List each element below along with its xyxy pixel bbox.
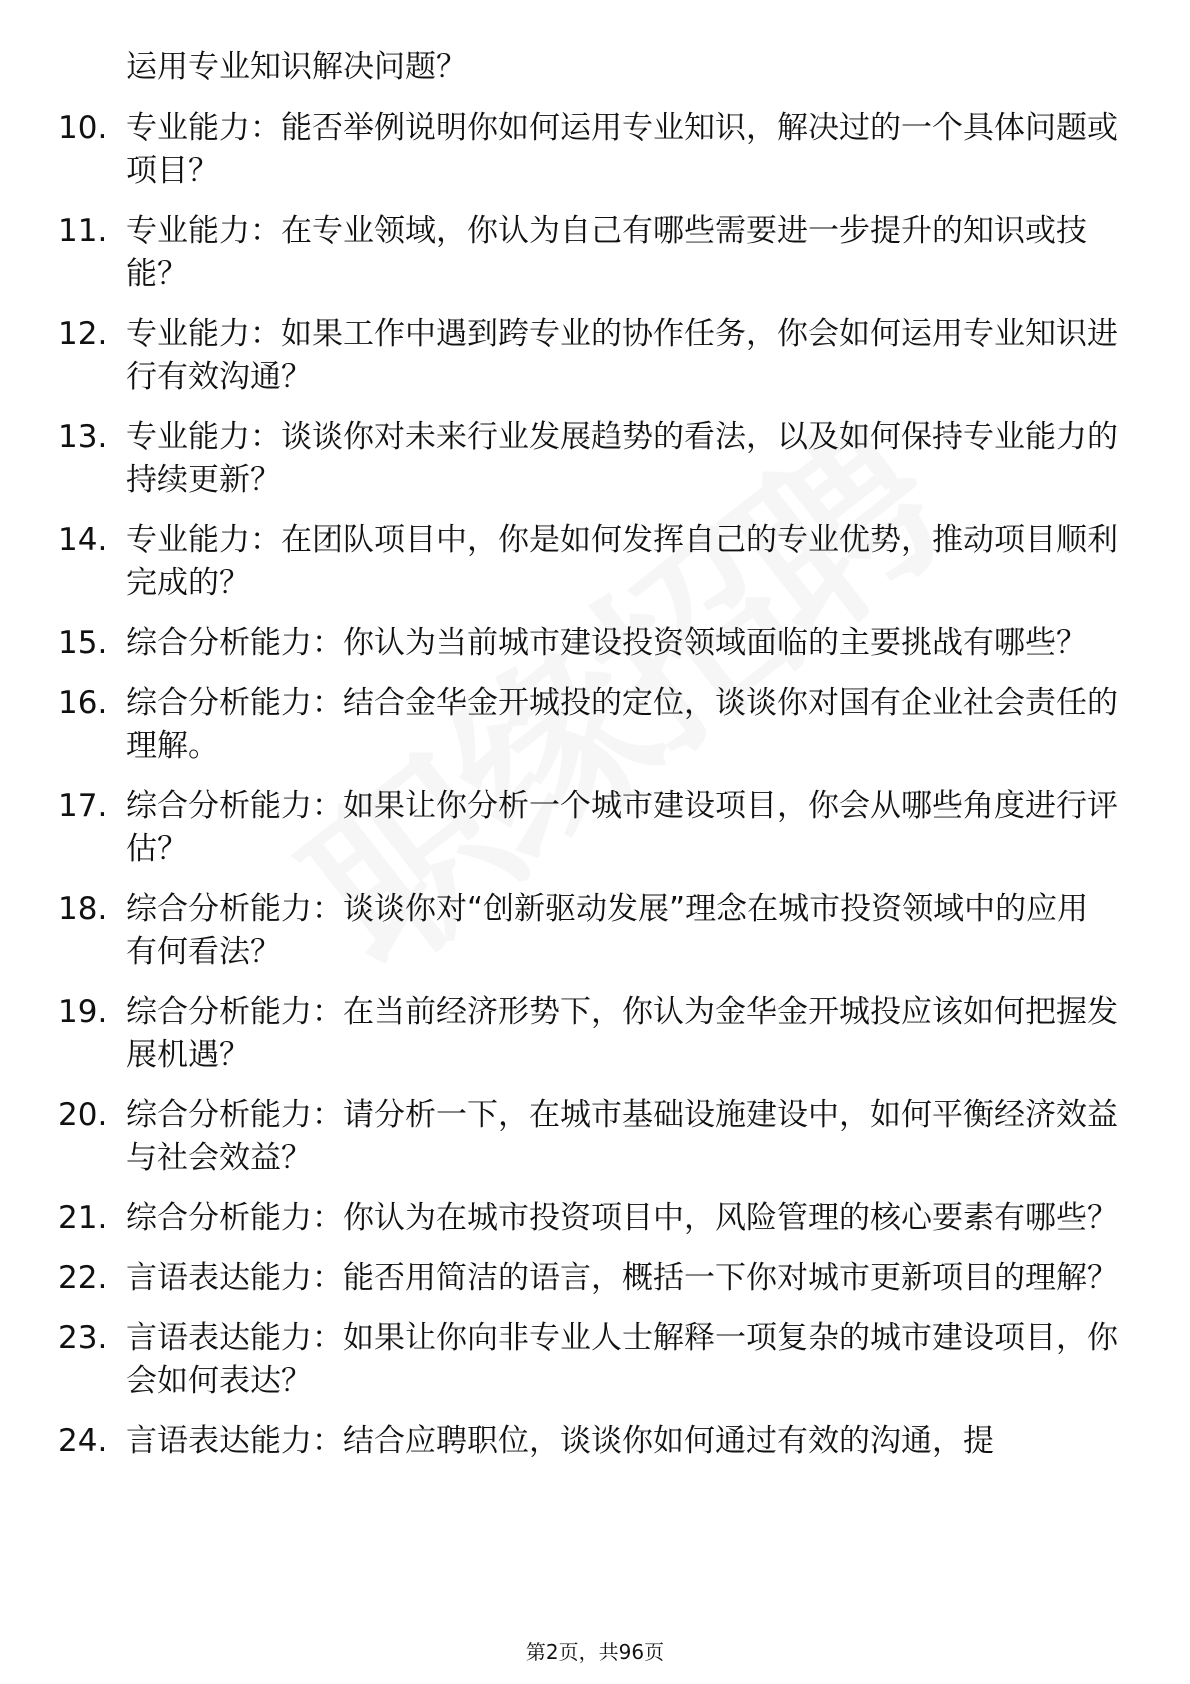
question-number: 13. [58, 419, 108, 455]
question-number: 12. [58, 316, 108, 352]
list-item [58, 1197, 1118, 1240]
question-text: 专业能力：谈谈你对未来行业发展趋势的看法，以及如何保持专业能力的持续更新？ [126, 419, 1118, 498]
list-item [58, 416, 1118, 502]
question-text: 言语表达能力：如果让你向非专业人士解释一项复杂的城市建设项目，你会如何表达？ [126, 1320, 1118, 1399]
list-item [58, 1317, 1118, 1403]
question-number: 14. [58, 522, 108, 558]
question-number: 17. [58, 788, 108, 824]
question-text: 综合分析能力：在当前经济形势下，你认为金华金开城投应该如何把握发展机遇？ [126, 994, 1118, 1073]
question-number: 20. [58, 1097, 108, 1133]
list-item [58, 888, 1118, 974]
question-text: 言语表达能力：结合应聘职位，谈谈你如何通过有效的沟通，提 [126, 1423, 994, 1459]
list-item [58, 519, 1118, 605]
question-number: 24. [58, 1423, 108, 1459]
question-text: 专业能力：在专业领域，你认为自己有哪些需要进一步提升的知识或技能？ [126, 213, 1087, 292]
question-number: 10. [58, 110, 108, 146]
question-number: 23. [58, 1320, 108, 1356]
question-number: 19. [58, 994, 108, 1030]
question-text: 专业能力：能否举例说明你如何运用专业知识，解决过的一个具体问题或项目？ [126, 110, 1118, 189]
question-text: 综合分析能力：你认为在城市投资项目中，风险管理的核心要素有哪些？ [126, 1200, 1118, 1236]
list-item [58, 1094, 1118, 1180]
list-item [58, 682, 1118, 768]
page-footer: 第2页，共96页 [525, 1640, 665, 1664]
list-item [58, 1420, 1118, 1463]
question-text: 综合分析能力：谈谈你对“创新驱动发展”理念在城市投资领域中的应用有何看法？ [126, 891, 1089, 970]
question-list [58, 46, 1118, 1480]
list-item [58, 991, 1118, 1077]
question-text: 专业能力：如果工作中遇到跨专业的协作任务，你会如何运用专业知识进行有效沟通？ [126, 316, 1118, 395]
question-number: 11. [58, 213, 108, 249]
continuation-line [58, 46, 1118, 89]
list-item [58, 1257, 1118, 1300]
question-text: 综合分析能力：你认为当前城市建设投资领域面临的主要挑战有哪些？ [126, 625, 1087, 661]
question-text: 专业能力：在团队项目中，你是如何发挥自己的专业优势，推动项目顺利完成的？ [126, 522, 1118, 601]
question-number: 16. [58, 685, 108, 721]
question-text: 运用专业知识解决问题？ [126, 49, 467, 85]
question-text: 综合分析能力：结合金华金开城投的定位，谈谈你对国有企业社会责任的理解。 [126, 685, 1118, 764]
question-number: 15. [58, 625, 108, 661]
question-text: 综合分析能力：如果让你分析一个城市建设项目，你会从哪些角度进行评估？ [126, 788, 1118, 867]
list-item [58, 622, 1118, 665]
list-item [58, 210, 1118, 296]
question-text: 综合分析能力：请分析一下，在城市基础设施建设中，如何平衡经济效益与社会效益？ [126, 1097, 1118, 1176]
list-item [58, 107, 1118, 193]
list-item [58, 785, 1118, 871]
question-number: 22. [58, 1260, 108, 1296]
question-text: 言语表达能力：能否用简洁的语言，概括一下你对城市更新项目的理解？ [126, 1260, 1118, 1296]
question-number: 21. [58, 1200, 108, 1236]
list-item [58, 313, 1118, 399]
question-number: 18. [58, 891, 108, 927]
